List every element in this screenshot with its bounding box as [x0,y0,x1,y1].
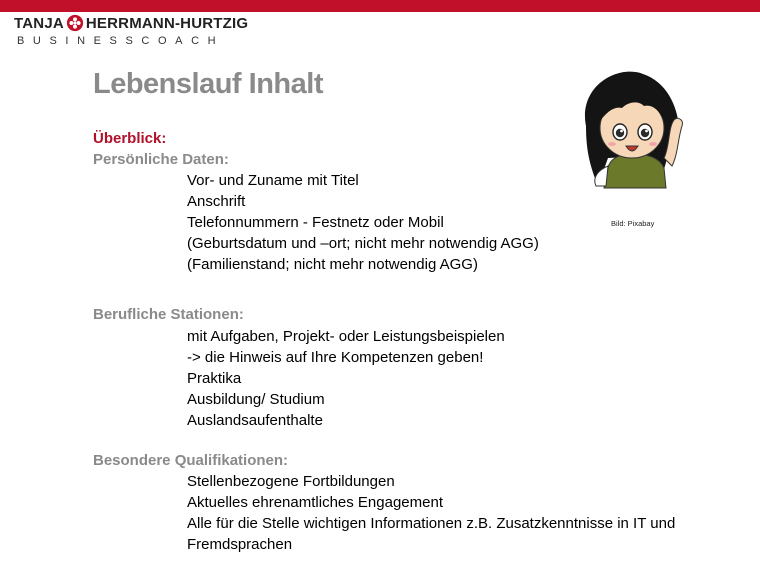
list-item: Praktika [187,370,242,387]
list-item: Aktuelles ehrenamtliches Engagement [187,494,443,511]
list-item: Telefonnummern - Festnetz oder Mobil [187,214,444,231]
company-logo [14,14,248,47]
section-heading-qualifications: Besondere Qualifikationen: [93,452,289,469]
overview-label: Überblick: [93,130,167,147]
list-item: (Familienstand; nicht mehr notwendig AGG) [187,256,478,273]
personal-data-list [187,170,539,275]
image-credit: Bild: Pixabay [611,219,655,228]
top-accent-bar [0,0,760,12]
logo-name-left: TANJA [14,14,64,32]
list-item: -> die Hinweis auf Ihre Kompetenzen geben! [187,349,484,366]
qualifications-list [187,471,707,555]
list-item: Anschrift [187,193,246,210]
list-item: Ausbildung/ Studium [187,391,325,408]
page-title: Lebenslauf Inhalt [93,68,323,100]
cartoon-girl-icon [568,66,700,198]
logo-subtitle: BUSINESSCOACH [17,35,225,47]
logo-name [14,14,248,32]
career-list [187,326,505,431]
list-item: Stellenbezogene Fortbildungen [187,473,395,490]
list-item: mit Aufgaben, Projekt- oder Leistungsbeispielen [187,328,505,345]
section-heading-career: Berufliche Stationen: [93,306,244,323]
logo-flower-icon [66,14,84,32]
logo-name-right: HERRMANN-HURTZIG [85,14,249,32]
list-item: Vor- und Zuname mit Titel [187,172,359,189]
list-item: (Geburtsdatum und –ort; nicht mehr notwendig AGG) [187,235,539,252]
section-heading-personal: Persönliche Daten: [93,151,229,168]
list-item: Auslandsaufenthalte [187,412,323,429]
list-item: Alle für die Stelle wichtigen Informationen z.B. Zusatzkenntnisse in IT und Fremdsprachen [187,515,676,553]
